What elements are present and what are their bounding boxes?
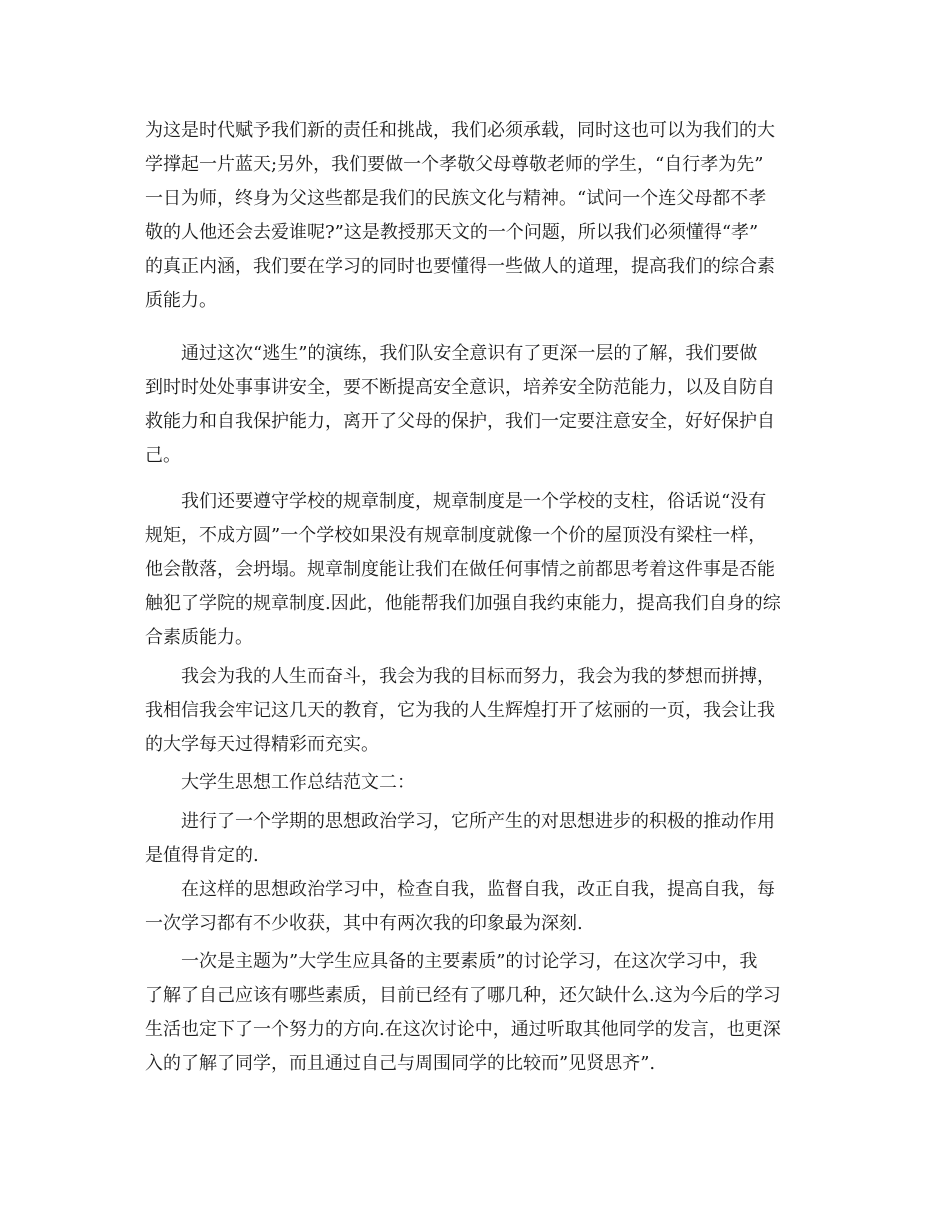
text-line: 的大学每天过得精彩而充实。 (145, 734, 379, 755)
text-line: 了解了自己应该有哪些素质，目前已经有了哪几种，还欠缺什么.这为今后的学习 (145, 985, 781, 1006)
text-line: 一次是主题为”大学生应具备的主要素质”的讨论学习，在这次学习中，我 (181, 951, 758, 972)
text-line: 的真正内涵，我们要在学习的同时也要懂得一些做人的道理，提高我们的综合素 (145, 256, 775, 277)
text-line: 一次学习都有不少收获，其中有两次我的印象最为深刻. (145, 913, 583, 934)
text-line: 质能力。 (145, 290, 217, 311)
text-line: 救能力和自我保护能力，离开了父母的保护，我们一定要注意安全，好好保护自 (145, 411, 775, 432)
text-line: 他会散落，会坍塌。规章制度能让我们在做任何事情之前都思考着这件事是否能 (145, 559, 775, 580)
section-heading: 大学生思想工作总结范文二： (181, 772, 415, 793)
text-line: 己。 (145, 445, 181, 466)
text-line: 是值得肯定的. (145, 845, 259, 866)
text-line: 触犯了学院的规章制度.因此，他能帮我们加强自我约束能力，提高我们自身的综 (145, 593, 781, 614)
text-line: 为这是时代赋予我们新的责任和挑战，我们必须承载，同时这也可以为我们的大 (145, 120, 775, 141)
text-line: 进行了一个学期的思想政治学习，它所产生的对思想进步的积极的推动作用 (181, 811, 775, 832)
text-line: 生活也定下了一个努力的方向.在这次讨论中，通过听取其他同学的发言，也更深 (145, 1019, 781, 1040)
text-line: 我相信我会牢记这几天的教育，它为我的人生辉煌打开了炫丽的一页，我会让我 (145, 700, 775, 721)
text-line: 到时时处处事事讲安全，要不断提高安全意识，培养安全防范能力，以及自防自 (145, 377, 775, 398)
text-line: 通过这次“逃生”的演练，我们队安全意识有了更深一层的了解，我们要做 (181, 343, 758, 364)
text-line: 合素质能力。 (145, 627, 253, 648)
text-line: 敬的人他还会去爱谁呢?”这是教授那天文的一个问题，所以我们必须懂得“孝” (145, 222, 759, 243)
text-line: 规矩，不成方圆”一个学校如果没有规章制度就像一个价的屋顶没有梁柱一样， (145, 525, 767, 546)
text-line: 我会为我的人生而奋斗，我会为我的目标而努力，我会为我的梦想而拼搏， (181, 666, 775, 687)
text-line: 入的了解了同学，而且通过自己与周围同学的比较而”见贤思齐”. (145, 1053, 656, 1074)
text-line: 学撑起一片蓝天;另外，我们要做一个孝敬父母尊敬老师的学生，“自行孝为先” (145, 154, 764, 175)
text-line: 在这样的思想政治学习中，检查自我，监督自我，改正自我，提高自我，每 (181, 879, 775, 900)
text-line: 一日为师，终身为父这些都是我们的民族文化与精神。“试问一个连父母都不孝 (145, 188, 767, 209)
text-line: 我们还要遵守学校的规章制度，规章制度是一个学校的支柱，俗话说“没有 (181, 491, 767, 512)
